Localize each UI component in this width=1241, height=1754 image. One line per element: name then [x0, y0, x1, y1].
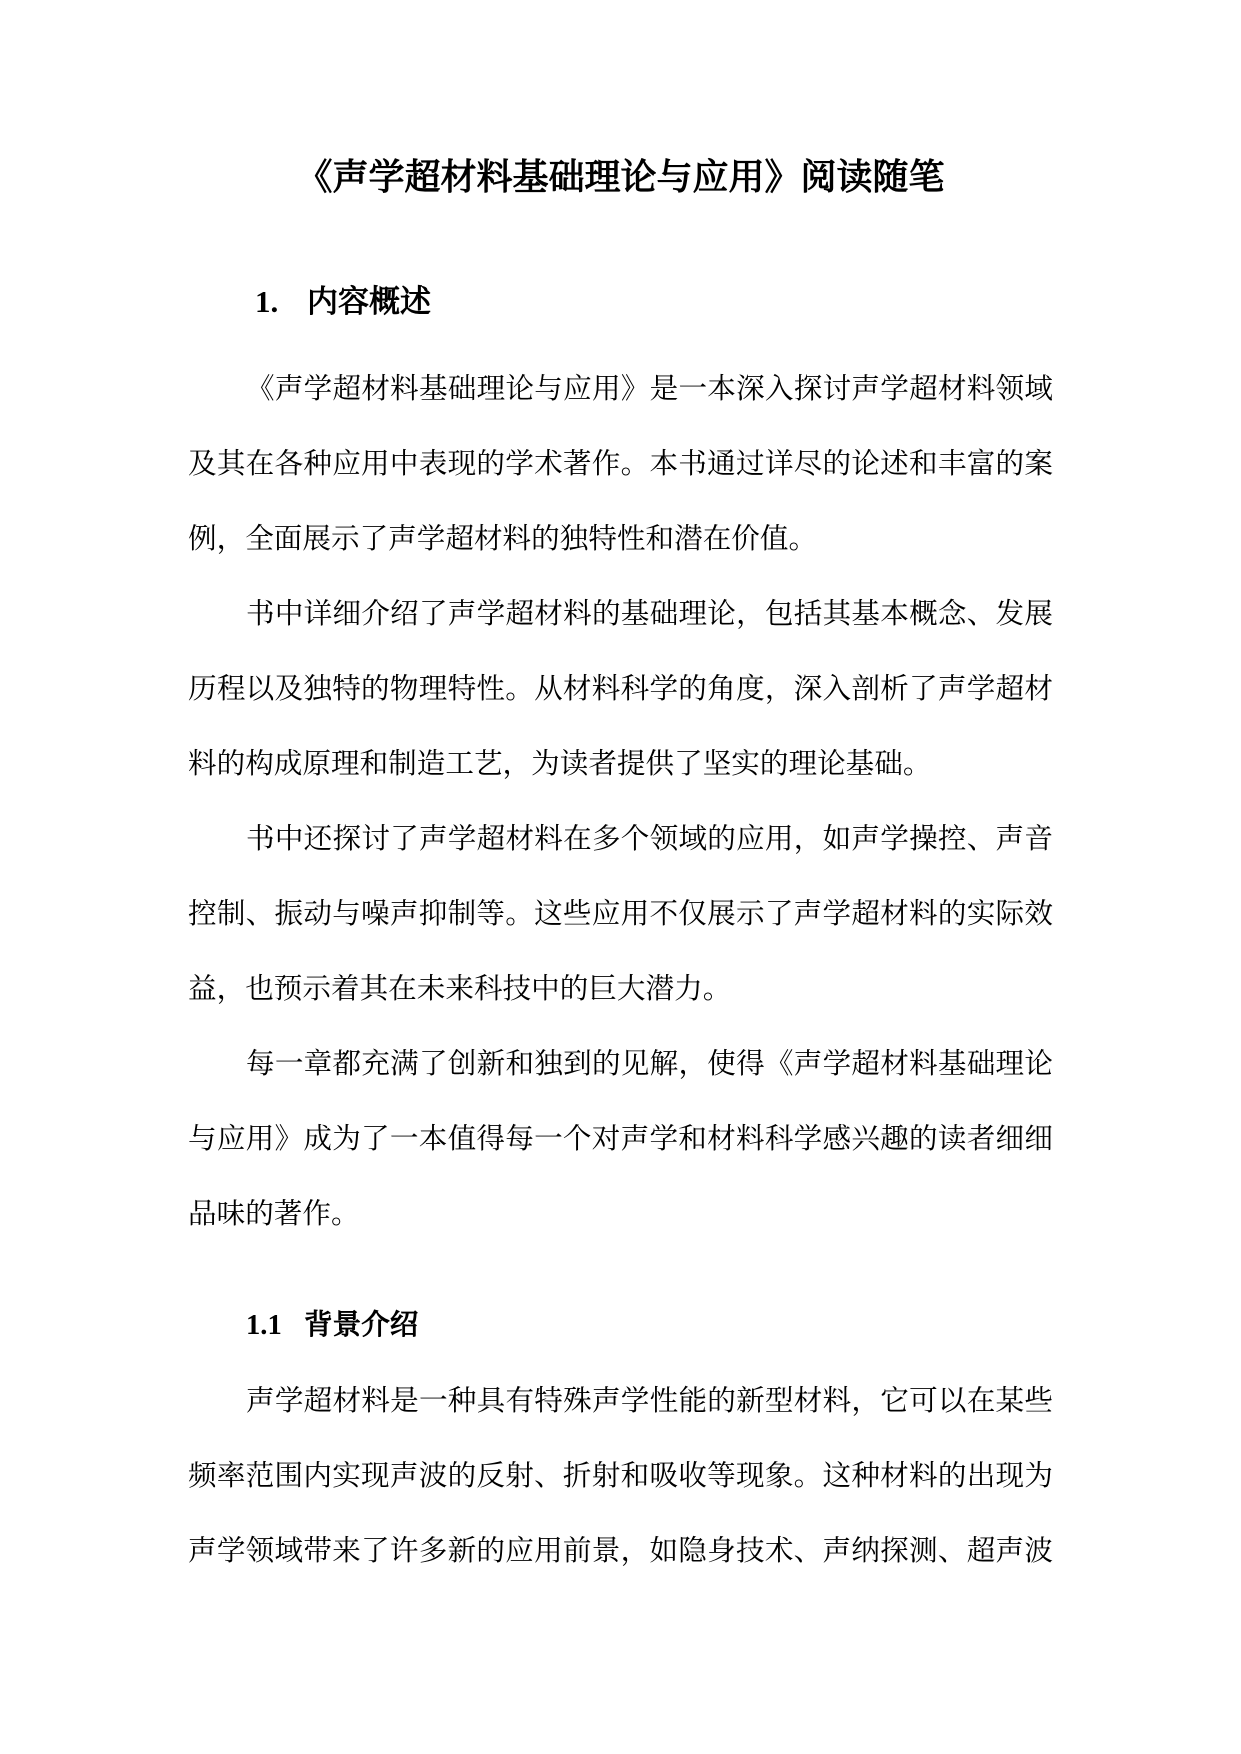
paragraph-line: 书中详细介绍了声学超材料的基础理论，包括其基本概念、发展: [246, 596, 1053, 630]
paragraph-line: 益，也预示着其在未来科技中的巨大潜力。: [188, 971, 732, 1005]
paragraph-line: 声学超材料是一种具有特殊声学性能的新型材料，它可以在某些: [246, 1383, 1053, 1417]
paragraph-line: 品味的著作。: [188, 1196, 360, 1230]
document-title: 《声学超材料基础理论与应用》阅读随笔: [296, 156, 945, 198]
paragraph-line: 料的构成原理和制造工艺，为读者提供了坚实的理论基础。: [188, 746, 932, 780]
section-body: [188, 351, 1053, 1251]
paragraph-line: 《声学超材料基础理论与应用》是一本深入探讨声学超材料领域: [246, 371, 1053, 405]
section-number: 1.: [255, 284, 279, 319]
section-heading-text: 内容概述: [307, 284, 431, 320]
section-heading: [255, 282, 431, 322]
subsection-heading: [246, 1304, 418, 1344]
paragraph-line: 历程以及独特的物理特性。从材料科学的角度，深入剖析了声学超材: [188, 671, 1053, 705]
paragraph: [188, 351, 1053, 576]
subsection-heading-text: 背景介绍: [304, 1307, 419, 1341]
paragraph-line: 与应用》成为了一本值得每一个对声学和材料科学感兴趣的读者细细: [188, 1121, 1053, 1155]
paragraph-line: 书中还探讨了声学超材料在多个领域的应用，如声学操控、声音: [246, 821, 1053, 855]
paragraph-line: 例，全面展示了声学超材料的独特性和潜在价值。: [188, 521, 818, 555]
paragraph: [188, 576, 1053, 801]
paragraph: [188, 1026, 1053, 1251]
paragraph-line: 每一章都充满了创新和独到的见解，使得《声学超材料基础理论: [246, 1046, 1053, 1080]
paragraph: [188, 1363, 1053, 1588]
subsection-number: 1.1: [246, 1310, 282, 1341]
paragraph-line: 控制、振动与噪声抑制等。这些应用不仅展示了声学超材料的实际效: [188, 896, 1053, 930]
paragraph: [188, 801, 1053, 1026]
paragraph-line: 声学领域带来了许多新的应用前景，如隐身技术、声纳探测、超声波: [188, 1533, 1053, 1567]
subsection-body: [188, 1363, 1053, 1588]
paragraph-line: 及其在各种应用中表现的学术著作。本书通过详尽的论述和丰富的案: [188, 446, 1053, 480]
paragraph-line: 频率范围内实现声波的反射、折射和吸收等现象。这种材料的出现为: [188, 1458, 1053, 1492]
